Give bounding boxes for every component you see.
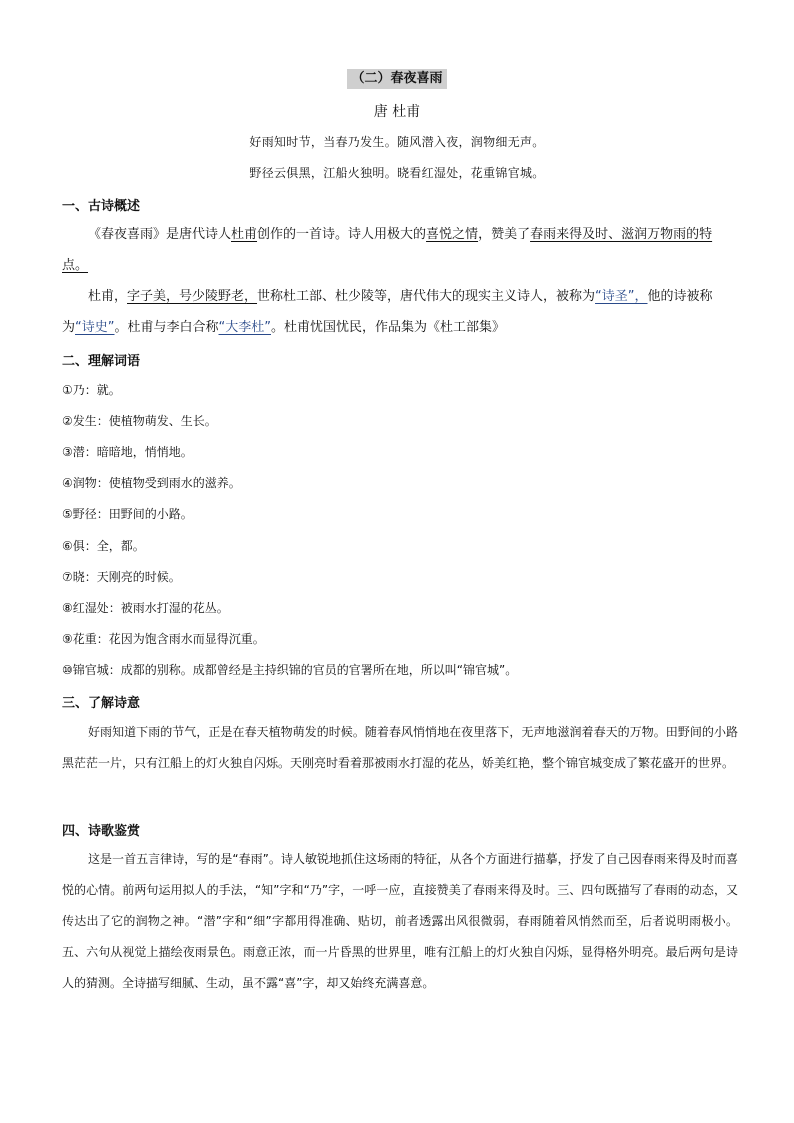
appreciation-paragraph: 这是一首五言律诗，写的是“春雨”。诗人敏锐地抓住这场雨的特征，从各个方面进行描摹，抒发了自己因春雨来得及时而喜悦的心情。前两句运用拟人的手法，“知”字和“乃”字，一呼一应，直接赞美了春雨来得及时。三、四句既描写了春雨的动态，又传达出了它的润物之神。“潜”字和“细”字都用得准确、贴切，前者透露出风很微弱，春雨随着风悄然而至，后者说明雨极小。五、六句从视觉上描绘夜雨景色。雨意正浓，而一片昏黑的世界里，唯有江船上的灯火独自闪烁，显得格外明亮。最后两句是诗人的猜测。全诗描写细腻、生动，虽不露“喜”字，却又始终充满喜意。 <box>62 852 738 990</box>
vocab-item: ⑥俱：全，都。 <box>62 539 145 553</box>
section-heading-vocabulary: 二、理解词语 <box>62 354 141 369</box>
section-heading-overview: 一、古诗概述 <box>62 199 141 214</box>
poem-author: 唐 杜甫 <box>373 104 421 120</box>
vocab-item: ⑩锦官城：成都的别称。成都曾经是主持织锦的官员的官署所在地，所以叫“锦官城”。 <box>62 663 518 677</box>
poem-line-2: 野径云俱黑，江船火独明。晓看红湿处，花重锦官城。 <box>249 166 545 180</box>
vocab-item: ②发生：使植物萌发、生长。 <box>62 414 217 428</box>
vocab-item: ③潜：暗暗地，悄悄地。 <box>62 445 193 459</box>
vocab-item: ①乃：就。 <box>62 383 121 397</box>
poem-line-1: 好雨知时节，当春乃发生。随风潜入夜，润物细无声。 <box>249 135 545 149</box>
section-heading-appreciation: 四、诗歌鉴赏 <box>62 824 141 839</box>
vocab-item: ⑤野径：田野间的小路。 <box>62 507 193 521</box>
overview-paragraph-1: 《春夜喜雨》是唐代诗人杜甫创作的一首诗。诗人用极大的喜悦之情，赞美了春雨来得及时、滋润万物雨的特点。 <box>62 227 713 273</box>
overview-paragraph-2: 杜甫，字子美，号少陵野老，世称杜工部、杜少陵等，唐代伟大的现实主义诗人，被称为“诗圣”，他的诗被称为“诗史”。杜甫与李白合称“大李杜”。杜甫忧国忧民，作品集为《杜工部集》 <box>62 289 713 335</box>
meaning-paragraph: 好雨知道下雨的节气，正是在春天植物萌发的时候。随着春风悄悄地在夜里落下，无声地滋润着春天的万物。田野间的小路黑茫茫一片，只有江船上的灯火独自闪烁。天刚亮时看着那被雨水打湿的花丛，娇美红艳，整个锦官城变成了繁花盛开的世界。 <box>62 725 738 770</box>
section-heading-meaning: 三、了解诗意 <box>62 696 141 711</box>
vocab-item: ⑨花重：花因为饱含雨水而显得沉重。 <box>62 632 265 646</box>
poem-title: （二）春夜喜雨 <box>347 69 446 89</box>
vocab-item: ⑦晓：天刚亮的时候。 <box>62 570 181 584</box>
vocab-item: ④润物：使植物受到雨水的滋养。 <box>62 476 241 490</box>
vocab-item: ⑧红湿处：被雨水打湿的花丛。 <box>62 601 229 615</box>
